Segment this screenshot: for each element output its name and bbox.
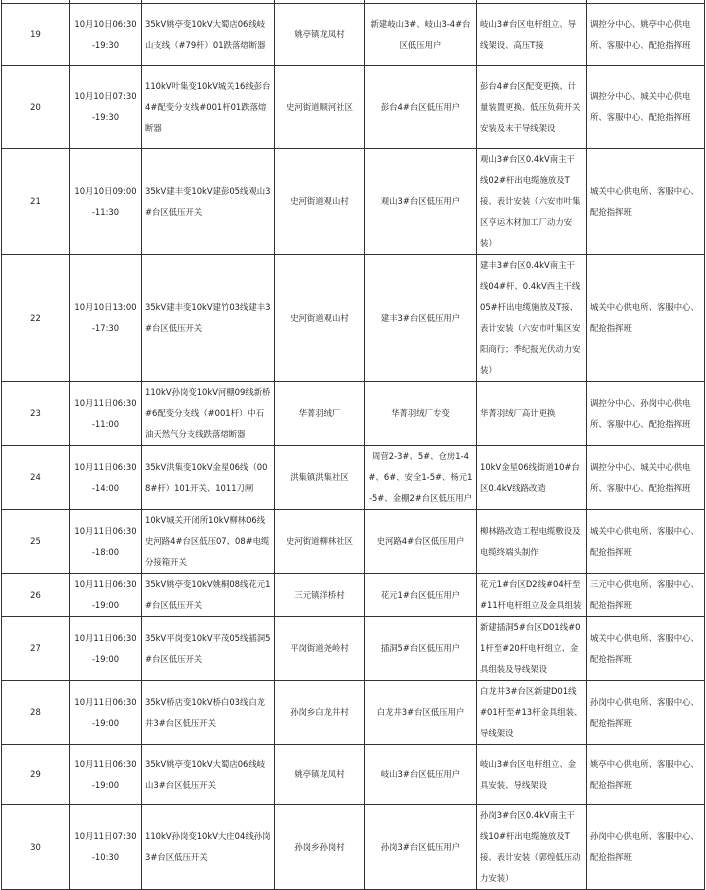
cell-work: 观山3#台区0.4kV南主干线02#杆出电缆施放及T接、表计安装（六安市叶集区亨运木材加工厂动力安装）: [477, 149, 587, 255]
cell-time: 10月11日06:30-19:00: [70, 617, 142, 681]
outage-schedule-table: [1, 0, 705, 890]
cell-equipment: 35kV桥店变10kV桥白03线白龙井3#台区低压开关: [142, 681, 275, 745]
cell-number: 20: [2, 66, 70, 149]
cell-area: 史河街道观山村: [275, 149, 365, 255]
cell-time: 10月11日06:30-19:00: [70, 574, 142, 617]
cell-number: 21: [2, 149, 70, 255]
cell-time: 10月11日06:30-19:00: [70, 745, 142, 805]
cell-unit: 城关中心供电所、客服中心、配抢指挥班: [587, 255, 705, 382]
cell-unit: 三元中心供电所、客服中心、配抢指挥班: [587, 574, 705, 617]
cell-unit: 调控分中心、姚亭中心供电所、客服中心、配抢指挥班: [587, 4, 705, 66]
cell-time: 10月11日06:30-18:00: [70, 510, 142, 574]
cell-users: 华菁羽绒厂专变: [365, 382, 477, 446]
cell-area: 三元镇洋桥村: [275, 574, 365, 617]
cell-area: 史河街道顺河社区: [275, 66, 365, 149]
cell-area: 史河街道柳林社区: [275, 510, 365, 574]
cell-number: 25: [2, 510, 70, 574]
cell-area: 孙岗乡白龙井村: [275, 681, 365, 745]
cell-unit: 调控分中心、城关中心供电所、客服中心、配抢指挥班: [587, 446, 705, 510]
cell-users: 周营2-3#、5#、仓房1-4#、6#、安全1-5#、杨元1-5#、金棚2#台区低压用户: [365, 446, 477, 510]
cell-equipment: 10kV城关开闭所10kV柳林06线史河路4#台区低压07、08#电缆分接箱开关: [142, 510, 275, 574]
cell-users: 史河路4#台区低压用户: [365, 510, 477, 574]
cell-unit: 调控分中心、城关中心供电所、客服中心、配抢指挥班: [587, 66, 705, 149]
cell-unit: 孙岗中心供电所、客服中心、配抢指挥班: [587, 805, 705, 890]
cell-time: 10月10日09:00-11:30: [70, 149, 142, 255]
cell-work: 10kV金星06线街道10#台区0.4kV线路改造: [477, 446, 587, 510]
cell-work: 花元1#台区D2线#04杆至#11杆电杆组立及金具组装: [477, 574, 587, 617]
cell-number: 27: [2, 617, 70, 681]
cell-time: 10月11日06:30-14:00: [70, 446, 142, 510]
table-row: [2, 745, 705, 805]
cell-equipment: 35kV姚亭变10kV大蜀店06线岐山支线（#79杆）01跌落熔断器: [142, 4, 275, 66]
cell-equipment: 35kV建丰变10kV建竹03线建丰3#台区低压开关: [142, 255, 275, 382]
cell-users: 孙岗3#台区低压用户: [365, 805, 477, 890]
cell-number: 23: [2, 382, 70, 446]
cell-unit: 调控分中心、孙岗中心供电所、客服中心、配抢指挥班: [587, 382, 705, 446]
table-row: [2, 446, 705, 510]
cell-number: 24: [2, 446, 70, 510]
cell-work: 岐山3#台区电杆组立、金具安装、导线架设: [477, 745, 587, 805]
table-row: [2, 617, 705, 681]
cell-number: 29: [2, 745, 70, 805]
cell-work: 孙岗3#台区0.4kV南主干线10#杆出电缆施放及T接、表计安装（郭煌低压动力安装）: [477, 805, 587, 890]
cell-unit: 姚亭中心供电所、客服中心、配抢指挥班: [587, 745, 705, 805]
table-row: [2, 681, 705, 745]
cell-work: 岐山3#台区电杆组立、导线架设、高压T接: [477, 4, 587, 66]
cell-area: 华菁羽绒厂: [275, 382, 365, 446]
cell-equipment: 35kV建丰变10kV建彭05线观山3#台区低压开关: [142, 149, 275, 255]
cell-users: 岐山3#台区低压用户: [365, 745, 477, 805]
cell-equipment: 35kV平岗变10kV平茂05线插洞5#台区低压开关: [142, 617, 275, 681]
cell-work: 彭台4#台区配变更换、计量装置更换、低压负荷开关安装及末干导线架设: [477, 66, 587, 149]
cell-unit: 城关中心供电所、客服中心、配抢指挥班: [587, 617, 705, 681]
cell-unit: 城关中心供电所、客服中心、配抢指挥班: [587, 149, 705, 255]
cell-equipment: 110kV孙岗变10kV大庄04线孙岗3#台区低压开关: [142, 805, 275, 890]
cell-area: 姚亭镇龙凤村: [275, 745, 365, 805]
cell-equipment: 110kV孙岗变10kV河棚09线新桥#6配变分支线（#001杆）中石油天然气分支线跌落熔断器: [142, 382, 275, 446]
table-row: [2, 4, 705, 66]
cell-equipment: 35kV姚亭变10kV姚桐08线花元1#台区低压开关: [142, 574, 275, 617]
cell-equipment: 110kV叶集变10kV城关16线彭台4#配变分支线#001杆01跌落熔断器: [142, 66, 275, 149]
table-row: [2, 510, 705, 574]
cell-equipment: 35kV洪集变10kV金星06线（008#杆）101开关、1011刀闸: [142, 446, 275, 510]
table-row: [2, 805, 705, 890]
cell-users: 插洞5#台区低压用户: [365, 617, 477, 681]
cell-users: 花元1#台区低压用户: [365, 574, 477, 617]
table-row: [2, 382, 705, 446]
cell-work: 新建插洞5#台区D01线#01杆至#20杆电杆组立、金具组装及导线架设: [477, 617, 587, 681]
cell-equipment: 35kV姚亭变10kV大蜀店06线岐山3#台区低压开关: [142, 745, 275, 805]
cell-work: 白龙井3#台区新建D01线#01杆至#13杆金具组装、导线架设: [477, 681, 587, 745]
cell-time: 10月11日07:30-10:30: [70, 805, 142, 890]
cell-users: 新建岐山3#、岐山3-4#台区低压用户: [365, 4, 477, 66]
table-row: [2, 66, 705, 149]
table-row: [2, 255, 705, 382]
cell-users: 观山3#台区低压用户: [365, 149, 477, 255]
cell-work: 华菁羽绒厂高计更换: [477, 382, 587, 446]
cell-time: 10月10日06:30-19:30: [70, 4, 142, 66]
cell-work: 建丰3#台区0.4kV南主干线04#杆、0.4kV西主干线05#杆出电缆施放及T接、表计安装（六安市叶集区安阳商行；季纪报光伏动力安装）: [477, 255, 587, 382]
cell-time: 10月10日13:00-17:30: [70, 255, 142, 382]
cell-area: 洪集镇洪集社区: [275, 446, 365, 510]
cell-number: 30: [2, 805, 70, 890]
cell-unit: 城关中心供电所、客服中心、配抢指挥班: [587, 510, 705, 574]
cell-unit: 孙岗中心供电所、客服中心、配抢指挥班: [587, 681, 705, 745]
cell-number: 26: [2, 574, 70, 617]
cell-number: 22: [2, 255, 70, 382]
cell-area: 孙岗乡孙岗村: [275, 805, 365, 890]
cell-area: 平岗街道尧岭村: [275, 617, 365, 681]
cell-number: 28: [2, 681, 70, 745]
table-row: [2, 574, 705, 617]
cell-number: 19: [2, 4, 70, 66]
cell-work: 柳林路改造工程电缆敷设及电缆终端头制作: [477, 510, 587, 574]
cell-time: 10月11日06:30-19:00: [70, 681, 142, 745]
table-row: [2, 149, 705, 255]
cell-area: 史河街道观山村: [275, 255, 365, 382]
cell-time: 10月10日07:30-19:30: [70, 66, 142, 149]
cell-time: 10月11日06:30-11:00: [70, 382, 142, 446]
cell-users: 白龙井3#台区低压用户: [365, 681, 477, 745]
cell-area: 姚亭镇龙凤村: [275, 4, 365, 66]
cell-users: 建丰3#台区低压用户: [365, 255, 477, 382]
cell-users: 彭台4#台区低压用户: [365, 66, 477, 149]
